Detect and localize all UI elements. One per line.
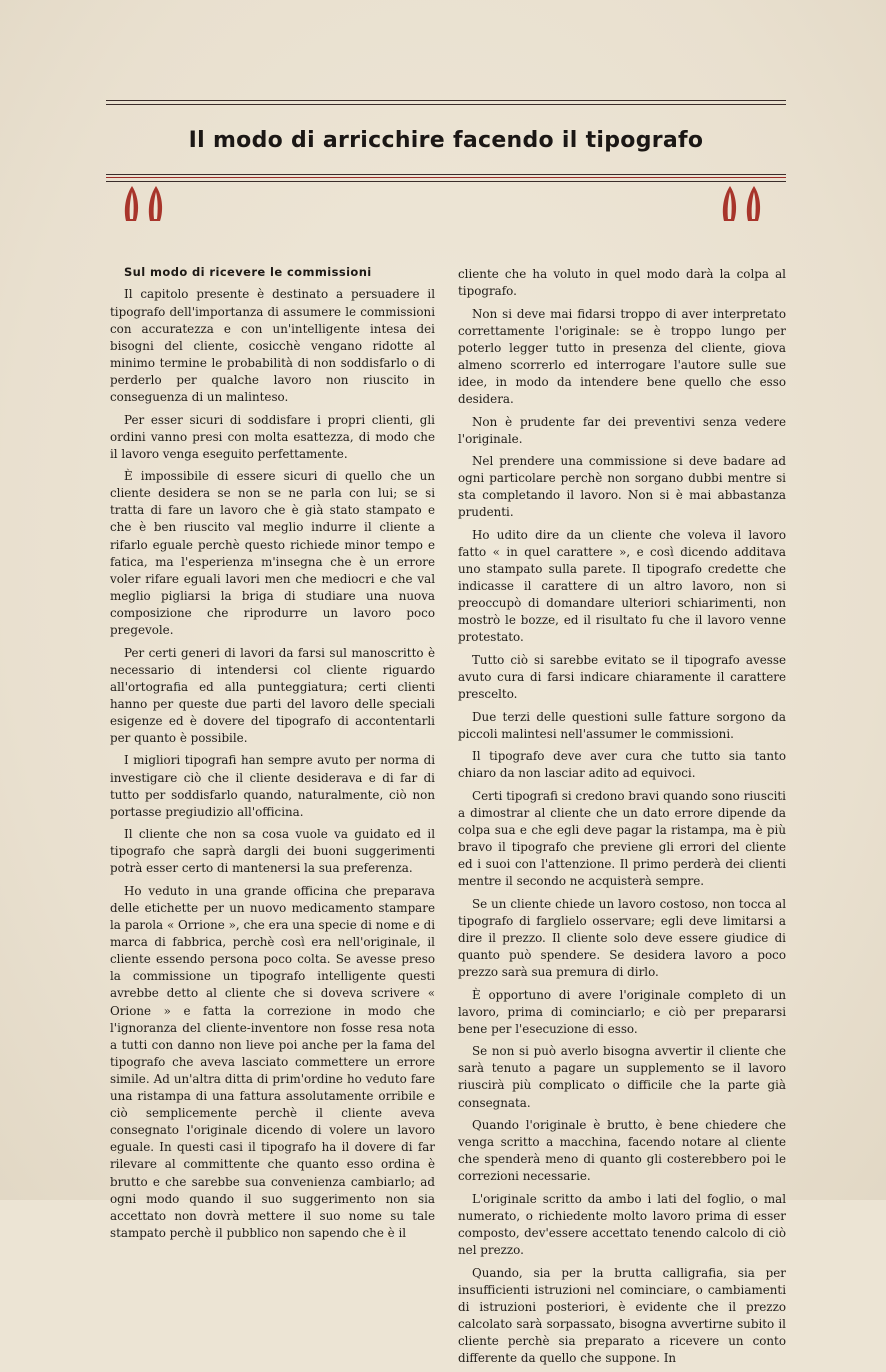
paragraph: Il capitolo presente è destinato a persuadere il tipografo dell'importanza di assumere le commissioni con accuratezza e con un'intelligente intesa dei bisogni del cliente, cosicchè vengano ridotte al minimo termine le probabilità di non soddisfarlo o di perderlo per qualche lavoro non riuscito in conseguenza di un malinteso. xyxy=(110,287,435,405)
paragraph: Per esser sicuri di soddisfare i propri clienti, gli ordini vanno presi con molta esattezza, di modo che il lavoro venga eseguito perfettamente. xyxy=(110,412,435,461)
title-rule xyxy=(106,181,786,182)
top-rule xyxy=(106,104,786,105)
paragraph: Non è prudente far dei preventivi senza vedere l'originale. xyxy=(458,414,786,446)
paragraph: Tutto ciò si sarebbe evitato se il tipografo avesse avuto cura di farsi indicare chiaramente il carattere prescelto. xyxy=(458,652,786,702)
top-rule xyxy=(106,100,786,101)
paragraph: Nel prendere una commissione si deve badare ad ogni particolare perchè non sorgano dubbi mentre si sta completando il lavoro. Non si è mai abbastanza prudenti. xyxy=(458,454,786,520)
paragraph: Ho veduto in una grande officina che preparava delle etichette per un nuovo medicamento stampare la parola « Orrione », che era una specie di nome e di marca di fabbrica, perchè così era nell'originale, il cliente essendo persona poco colta. Se avesse preso la commissione un tipografo intelligente questi avrebbe detto al cliente che si doveva scrivere « Orione » e fatta la correzione in modo che l'ignoranza del cliente-inventore non fosse resa nota a tutti con danno non lieve poi anche per la fama del tipografo che aveva lasciato commettere un errore simile. Ad un'altra ditta di prim'ordine ho veduto fare una ristampa di una fattura assolutamente orribile e ciò semplicemente perchè il cliente aveva consegnato l'originale dicendo di volere un lavoro eguale. In questi casi il tipografo ha il dovere di far rilevare al committente che quanto esso ordina è brutto e che sarebbe sua convenienza cambiarlo; ad ogni modo quando il suo suggerimento non sia accettato non dovrà mettere il suo nome su tale stampato perchè il pubblico non sapendo che è il xyxy=(110,883,435,1240)
paragraph: Ho udito dire da un cliente che voleva il lavoro fatto « in quel carattere », e così dicendo additava uno stampato sulla parete. Il tipografo credette che indicasse il carattere di un altro lavoro, non si preoccupò di domandare ulteriori schiarimenti, non mostrò le bozze, ed il risultato fu che il lavoro venne protestato. xyxy=(458,527,786,645)
paragraph: Il cliente che non sa cosa vuole va guidato ed il tipografo che saprà dargli dei buoni suggerimenti potrà esser certo di mantenersi la sua preferenza. xyxy=(110,827,435,876)
paragraph: Due terzi delle questioni sulle fatture sorgono da piccoli malintesi nell'assumer le commissioni. xyxy=(458,709,786,741)
paragraph: Quando l'originale è brutto, è bene chiedere che venga scritto a macchina, facendo notare al cliente che spenderà meno di quanto gli costerebbero poi le correzioni necessarie. xyxy=(458,1118,786,1184)
paragraph: È opportuno di avere l'originale completo di un lavoro, prima di cominciarlo; e ciò per prepararsi bene per l'esecuzione di esso. xyxy=(458,987,786,1036)
paragraph: Per certi generi di lavori da farsi sul manoscritto è necessario di intendersi col cliente riguardo all'ortografia ed alla punteggiatura; certi clienti hanno per queste due parti del lavoro delle speciali esigenze ed è dovere del tipografo di accontentarli per quanto è possibile. xyxy=(110,645,435,745)
title-rule xyxy=(106,174,786,175)
flame-ornament-icon xyxy=(120,183,170,223)
paragraph: I migliori tipografi han sempre avuto per norma di investigare ciò che il cliente desiderava e di far di tutto per soddisfarlo quando, naturalmente, ciò non portasse pregiudizio all'officina. xyxy=(110,753,435,819)
paragraph: Se un cliente chiede un lavoro costoso, non tocca al tipografo di farglielo osservare; egli deve limitarsi a dire il prezzo. Il cliente solo deve essere giudice di quanto può spendere. Se desidera lavoro a poco prezzo sarà sua premura di dirlo. xyxy=(458,896,786,980)
page-title: Il modo di arricchire facendo il tipografo xyxy=(188,128,704,153)
paragraph: Il tipografo deve aver cura che tutto sia tanto chiaro da non lasciar adito ad equivoci. xyxy=(458,749,786,781)
section-subheading: Sul modo di ricevere le commissioni xyxy=(124,265,372,279)
paragraph: Certi tipografi si credono bravi quando sono riusciti a dimostrar al cliente che un dato errore dipende da colpa sua e che egli deve pagar la ristampa, ma è più bravo il tipografo che previene gli errori del cliente ed i suoi con l'attenzione. Il primo perderà dei clienti mentre il secondo ne acquisterà sempre. xyxy=(458,788,786,889)
flame-ornament-icon xyxy=(718,183,768,223)
paragraph: È impossibile di essere sicuri di quello che un cliente desidera se non se ne parla con lui; se si tratta di fare un lavoro che è già stato stampato e che è ben riuscito val meglio indurre il cliente a rifarlo eguale perchè questo richiede minor tempo e fatica, ma l'esperienza m'insegna che è un errore voler rifare eguali lavori men che mediocri e che val meglio pigliarsi la briga di studiare una nuova composizione che riprodurre un lavoro poco pregevole. xyxy=(110,469,435,638)
paragraph: L'originale scritto da ambo i lati del foglio, o mal numerato, o richiedente molto lavoro prima di esser composto, dev'essere accettato tenendo calcolo di ciò nel prezzo. xyxy=(458,1191,786,1258)
paragraph: Quando, sia per la brutta calligrafia, sia per insufficienti istruzioni nel cominciare, o cambiamenti di istruzioni posteriori, è evidente che il prezzo calcolato sarà sorpassato, bisogna avvertirne subito il cliente perchè sia preparato a ricevere un conto differente da quello che suppone. In xyxy=(458,1265,786,1365)
left-column xyxy=(110,264,435,1247)
paragraph: Non si deve mai fidarsi troppo di aver interpretato correttamente l'originale: se è troppo lungo per poterlo legger tutto in presenza del cliente, giova almeno scorrerlo ed interrogare l'autore sulle sue idee, in modo da intendere bene quello che esso desidera. xyxy=(458,306,786,407)
title-rule-red xyxy=(106,177,786,178)
paragraph-continued: cliente che ha voluto in quel modo darà la colpa al tipografo. xyxy=(458,267,786,299)
right-column xyxy=(458,266,786,1372)
paragraph: Se non si può averlo bisogna avvertir il cliente che sarà tenuto a pagare un supplemento se il lavoro riuscirà più complicato o difficile che la parte già consegnata. xyxy=(458,1044,786,1110)
